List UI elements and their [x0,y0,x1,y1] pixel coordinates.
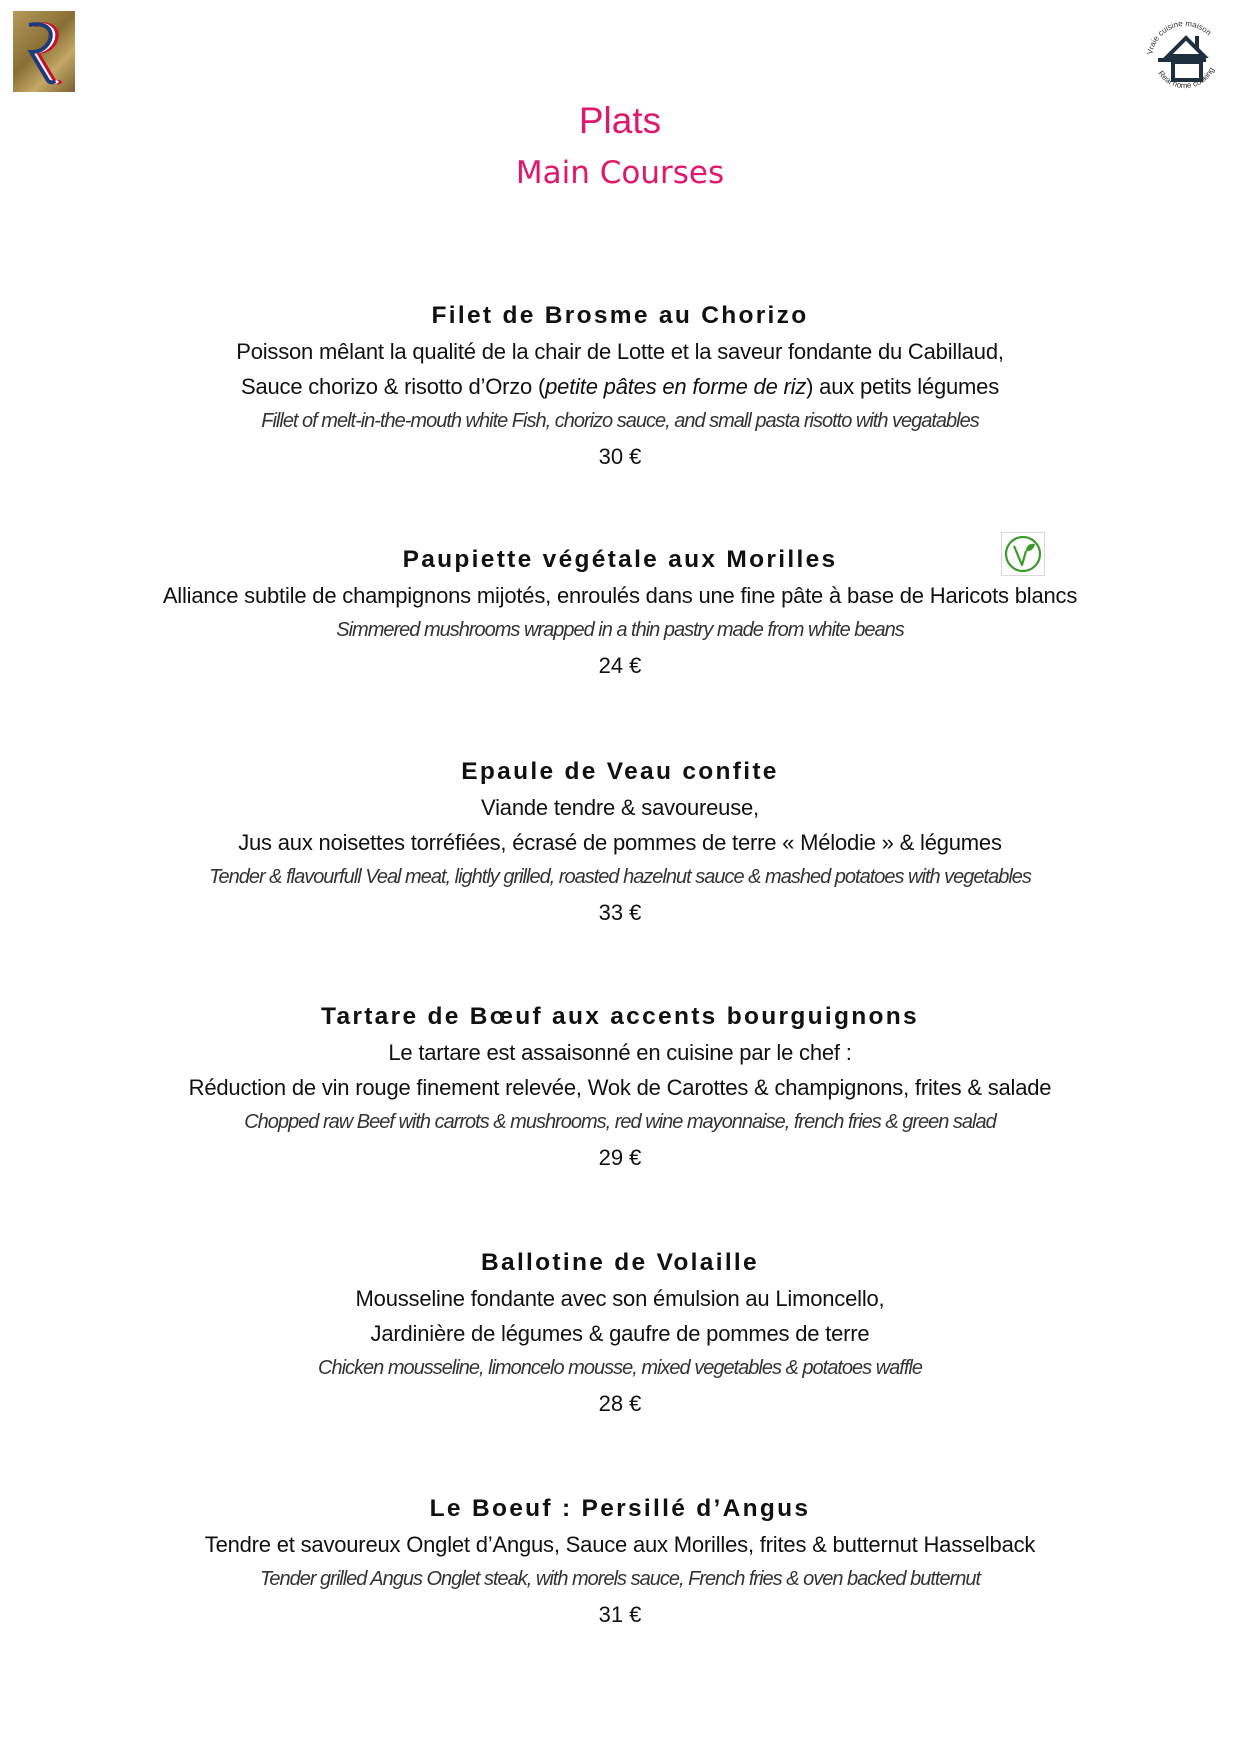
dish-title: Tartare de Bœuf aux accents bourguignons [321,1003,919,1030]
vegan-icon [1002,533,1044,575]
fait-maison-logo [1140,14,1230,104]
dish-description-en: Simmered mushrooms wrapped in a thin pastry made from white beans [336,619,904,641]
dish-description-fr: Jardinière de légumes & gaufre de pommes de terre [370,1321,870,1346]
dish-price: 29 € [598,1145,642,1170]
desc-italic-part: petite pâtes en forme de riz [545,374,807,399]
desc-part: ) aux petits légumes [806,374,1000,399]
dish-title: Filet de Brosme au Chorizo [431,302,809,329]
dish-description-fr: Poisson mêlant la qualité de la chair de Lotte et la saveur fondante du Cabillaud, [236,339,1004,364]
dish-title: Paupiette végétale aux Morilles [402,546,838,573]
dish-price: 30 € [598,444,642,469]
vegan-badge [1001,532,1045,576]
dish-price: 24 € [598,653,642,678]
dish-description-fr: Réduction de vin rouge finement relevée, Wok de Carottes & champignons, frites & salade [188,1075,1052,1100]
dish-description-en: Chicken mousseline, limoncelo mousse, mixed vegetables & potatoes waffle [318,1357,922,1379]
dish-description-en: Tender & flavourfull Veal meat, lightly grilled, roasted hazelnut sauce & mashed potatoes with vegetables [209,866,1031,888]
dish-description-en: Fillet of melt-in-the-mouth white Fish, chorizo sauce, and small pasta risotto with vegatables [261,410,979,432]
dish-description-fr: Mousseline fondante avec son émulsion au Limoncello, [355,1286,885,1311]
svg-text:Vraie cuisine maison: Vraie cuisine maison [1145,18,1214,56]
dish-description-fr: Tendre et savoureux Onglet d’Angus, Sauce aux Morilles, frites & butternut Hasselback [204,1532,1036,1557]
dish-description-fr: Jus aux noisettes torréfiées, écrasé de pommes de terre « Mélodie » & légumes [238,830,1002,855]
dish-description-fr [0,369,1240,404]
dish-title: Le Boeuf : Persillé d’Angus [429,1495,811,1522]
dish-card [0,1245,1240,1421]
dish-description-fr: Alliance subtile de champignons mijotés, enroulés dans une fine pâte à base de Haricots blancs [162,583,1078,608]
dish-description-en: Tender grilled Angus Onglet steak, with morels sauce, French fries & oven backed butternut [259,1568,981,1590]
dish-description-fr: Viande tendre & savoureuse, [481,795,759,820]
dish-description-fr: Le tartare est assaisonné en cuisine par le chef : [388,1040,852,1065]
restaurant-logo [13,11,75,92]
dish-card [0,542,1240,683]
dish-title: Ballotine de Volaille [481,1249,759,1276]
house-icon [1140,14,1230,104]
page-subtitle: Main Courses [515,155,725,191]
dish-card [0,1491,1240,1632]
dish-card [0,754,1240,930]
dish-description-en: Chopped raw Beef with carrots & mushrooms, red wine mayonnaise, french fries & green salad [244,1111,996,1133]
svg-text:Real home cooking: Real home cooking [1156,65,1217,91]
page-title: Plats [578,100,662,141]
dish-card [0,298,1240,474]
desc-part: Sauce chorizo & risotto d’Orzo ( [240,374,546,399]
dish-title: Epaule de Veau confite [461,758,779,785]
dish-price: 28 € [598,1391,642,1416]
dish-card [0,999,1240,1175]
dish-price: 31 € [598,1602,642,1627]
r-letter-icon [13,11,75,92]
dish-price: 33 € [598,900,642,925]
